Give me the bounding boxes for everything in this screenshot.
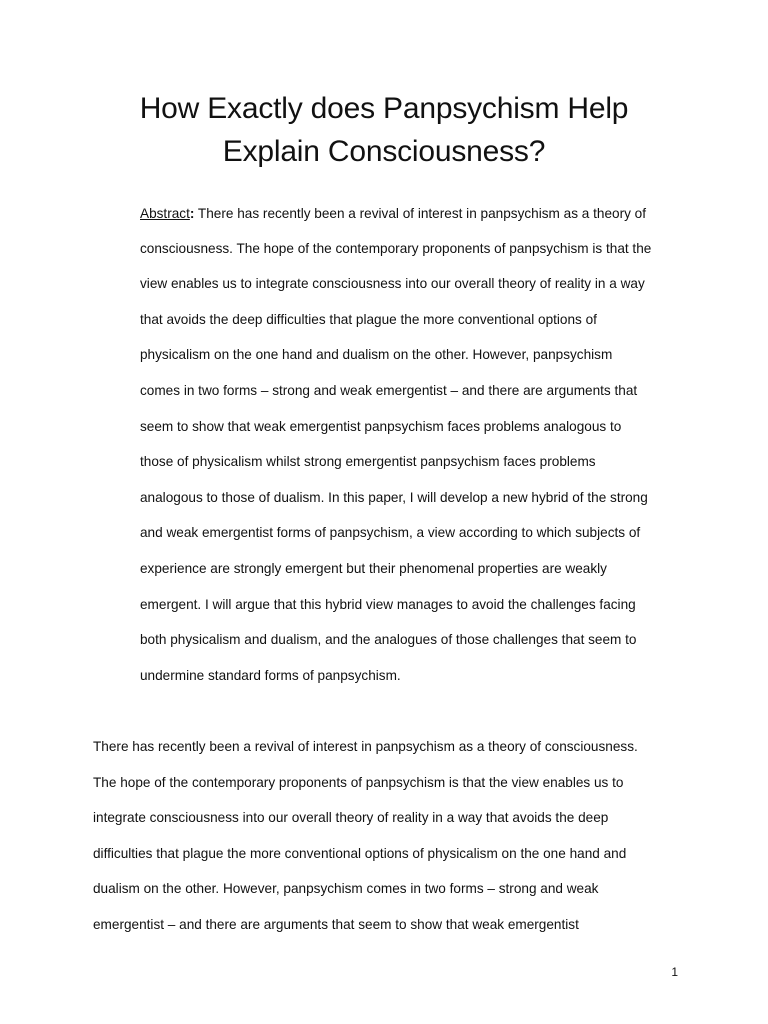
abstract-line: those of physicalism whilst strong emergentist panpsychism faces problems [140, 454, 596, 469]
body-line: dualism on the other. However, panpsychism comes in two forms – strong and weak [93, 881, 599, 896]
body-line: difficulties that plague the more conventional options of physicalism on the one hand and [93, 846, 627, 861]
abstract-line: analogous to those of dualism. In this paper, I will develop a new hybrid of the strong [140, 490, 648, 505]
abstract-line: consciousness. The hope of the contemporary proponents of panpsychism is that the [140, 241, 652, 256]
abstract-line: view enables us to integrate consciousness into our overall theory of reality in a way [140, 276, 645, 291]
abstract-line: experience are strongly emergent but their phenomenal properties are weakly [140, 561, 607, 576]
abstract-line: and weak emergentist forms of panpsychism, a view according to which subjects of [140, 525, 641, 540]
abstract-colon: : [189, 206, 195, 221]
abstract-line: seem to show that weak emergentist panpsychism faces problems analogous to [140, 419, 622, 434]
paper-title-line-2: Explain Consciousness? [222, 135, 546, 168]
paper-title-line-1: How Exactly does Panpsychism Help [139, 92, 629, 125]
abstract-line [140, 207, 646, 221]
abstract-line: comes in two forms – strong and weak emergentist – and there are arguments that [140, 383, 638, 398]
abstract-line: undermine standard forms of panpsychism. [140, 668, 401, 683]
abstract-line-text: There has recently been a revival of interest in panpsychism as a theory of [194, 206, 647, 221]
abstract-line: physicalism on the one hand and dualism on the other. However, panpsychism [140, 347, 613, 362]
abstract-label: Abstract [140, 206, 190, 221]
abstract-line: both physicalism and dualism, and the analogues of those challenges that seem to [140, 632, 637, 647]
abstract-line: emergent. I will argue that this hybrid view manages to avoid the challenges facing [140, 597, 636, 612]
abstract-line: that avoids the deep difficulties that plague the more conventional options of [140, 312, 597, 327]
page-number: 1 [671, 965, 678, 979]
body-line: The hope of the contemporary proponents of panpsychism is that the view enables us to [93, 775, 624, 790]
body-line: integrate consciousness into our overall theory of reality in a way that avoids the deep [93, 810, 609, 825]
body-line: emergentist – and there are arguments that seem to show that weak emergentist [93, 917, 579, 932]
body-line: There has recently been a revival of interest in panpsychism as a theory of consciousness. [93, 739, 638, 754]
